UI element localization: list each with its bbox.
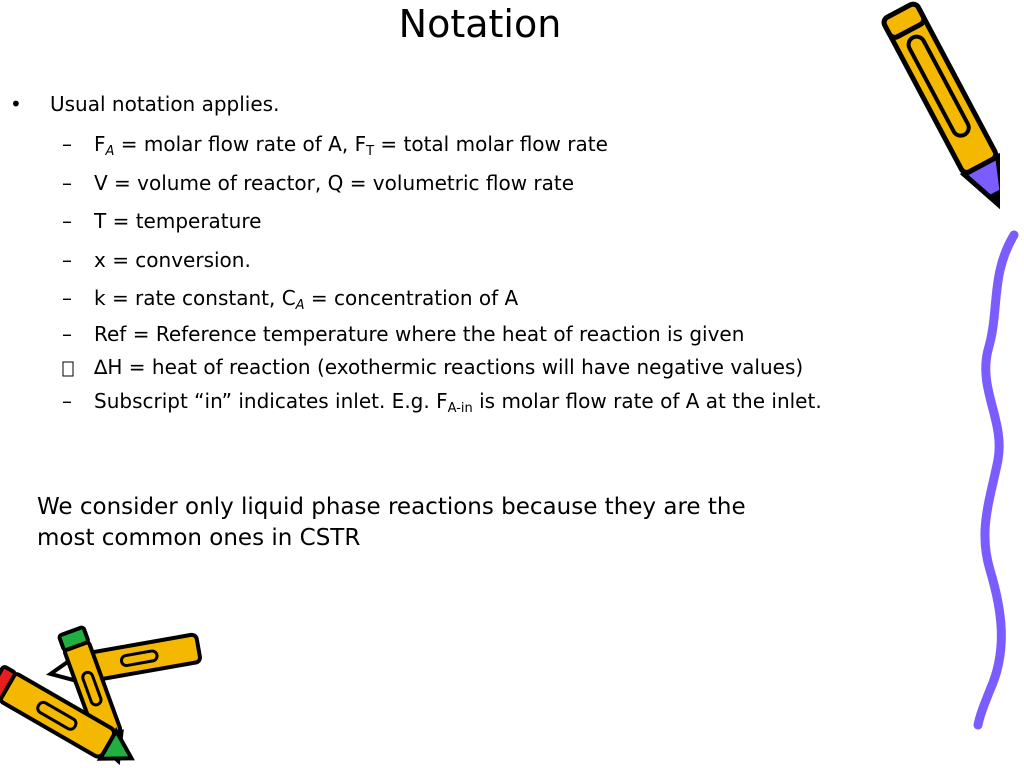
list-item-text: T = temperature (94, 209, 262, 233)
bullet-marker: • (10, 92, 22, 116)
wavy-border-right (960, 230, 1024, 730)
unknown-glyph-marker (62, 355, 74, 379)
list-item-text: x = conversion. (94, 248, 251, 272)
list-item-text: Ref = Reference temperature where the heat of reaction is given (94, 322, 745, 346)
dash-marker: – (62, 286, 72, 310)
crossed-pencils-clipart (0, 620, 210, 765)
list-item-text: V = volume of reactor, Q = volumetric flow rate (94, 171, 575, 195)
list-item-text: k = rate constant, $C_A$ = concentration of A (94, 286, 519, 313)
dash-marker: – (62, 171, 72, 195)
bullet-text: Usual notation applies. (50, 92, 280, 116)
dash-marker: – (62, 132, 72, 156)
slide-title: Notation (398, 2, 562, 46)
list-item-text: $F_A$ = molar flow rate of A, $F_T$ = total molar flow rate (94, 132, 608, 159)
dash-marker: – (62, 209, 72, 233)
pencil-clipart-top (860, 0, 1000, 245)
list-item-text: Subscript “in” indicates inlet. E.g. $F_{A-in}$ is molar flow rate of A at the inlet. (94, 389, 822, 416)
dash-marker: – (62, 389, 72, 413)
dash-marker: – (62, 322, 72, 346)
dash-marker: – (62, 248, 72, 272)
list-item-text: ∆H = heat of reaction (exothermic reactions will have negative values) (94, 355, 804, 379)
cstr-note: We consider only liquid phase reactions because they are the most common ones in CSTR (37, 494, 746, 551)
